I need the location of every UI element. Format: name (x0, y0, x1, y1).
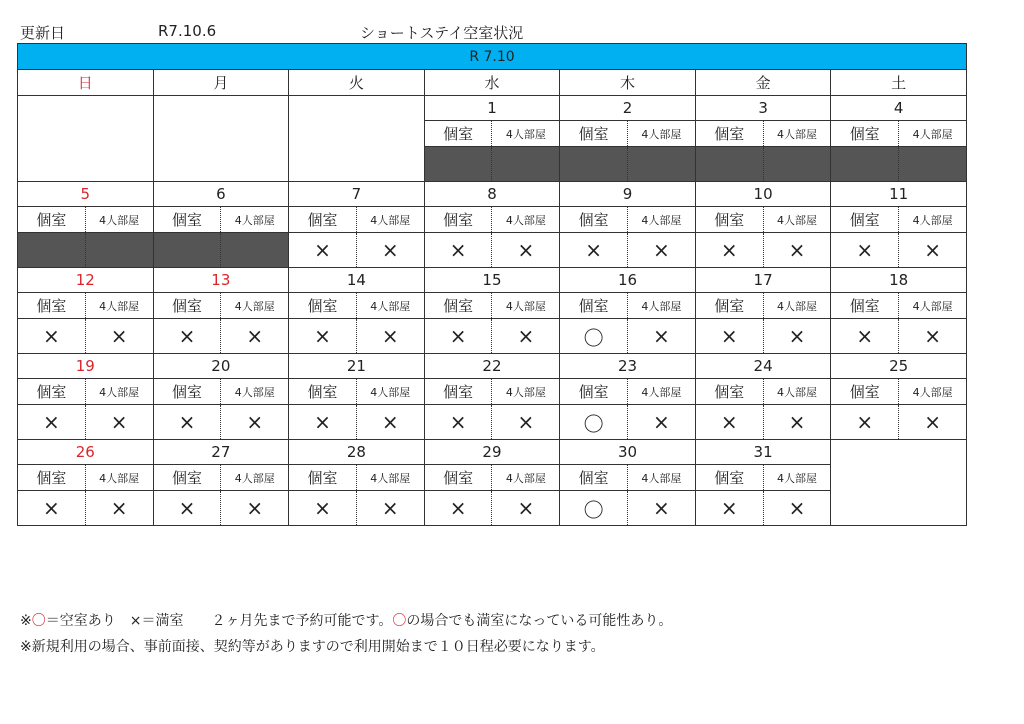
shared-room-status: × (85, 491, 153, 526)
note-line-2: ※新規利用の場合、事前面接、契約等がありますので利用開始まで１０日程必要になります。 (20, 639, 605, 655)
shared-room-label: 4人部屋 (85, 465, 153, 491)
private-room-label: 個室 (695, 465, 763, 491)
shared-room-label: 4人部屋 (628, 121, 696, 147)
shared-room-status: × (763, 491, 831, 526)
day-number: 15 (424, 268, 560, 293)
private-room-label: 個室 (153, 379, 221, 405)
private-room-status: × (289, 405, 357, 440)
shared-room-label: 4人部屋 (85, 379, 153, 405)
shared-room-status: × (356, 319, 424, 354)
shared-room-status: × (221, 319, 289, 354)
shared-room-status: × (221, 405, 289, 440)
shared-room-label: 4人部屋 (492, 121, 560, 147)
shared-room-label: 4人部屋 (492, 379, 560, 405)
day-number: 20 (153, 354, 289, 379)
shared-room-status: × (356, 405, 424, 440)
shared-room-label: 4人部屋 (85, 207, 153, 233)
week-date-row (18, 182, 967, 207)
week-status-row (18, 233, 967, 268)
private-room-status: × (289, 491, 357, 526)
week-status-row (18, 319, 967, 354)
day-number: 14 (289, 268, 425, 293)
private-room-status (424, 147, 492, 182)
day-number: 11 (831, 182, 967, 207)
shared-room-status (628, 147, 696, 182)
day-number: 29 (424, 440, 560, 465)
shared-room-label: 4人部屋 (492, 293, 560, 319)
shared-room-status: × (221, 491, 289, 526)
weekday-header: 金 (695, 70, 831, 96)
empty-day-cell (289, 96, 425, 182)
empty-day-cell (18, 96, 154, 182)
shared-room-label: 4人部屋 (628, 465, 696, 491)
private-room-status: × (18, 491, 86, 526)
private-room-status: × (153, 405, 221, 440)
shared-room-label: 4人部屋 (763, 293, 831, 319)
shared-room-label: 4人部屋 (492, 207, 560, 233)
shared-room-status: × (492, 319, 560, 354)
week-date-row (18, 268, 967, 293)
private-room-label: 個室 (831, 379, 899, 405)
private-room-label: 個室 (153, 465, 221, 491)
week-label-row (18, 465, 967, 491)
weekday-header: 木 (560, 70, 696, 96)
shared-room-label: 4人部屋 (899, 121, 967, 147)
day-number: 13 (153, 268, 289, 293)
shared-room-label: 4人部屋 (356, 207, 424, 233)
shared-room-status: × (899, 319, 967, 354)
private-room-label: 個室 (831, 121, 899, 147)
day-number: 30 (560, 440, 696, 465)
private-room-status (18, 233, 86, 268)
day-number: 23 (560, 354, 696, 379)
private-room-status: × (695, 405, 763, 440)
private-room-label: 個室 (424, 121, 492, 147)
day-number: 12 (18, 268, 154, 293)
week-label-row (18, 293, 967, 319)
shared-room-label: 4人部屋 (221, 207, 289, 233)
shared-room-label: 4人部屋 (356, 465, 424, 491)
private-room-status: × (18, 319, 86, 354)
shared-room-status: × (492, 233, 560, 268)
weekday-header: 土 (831, 70, 967, 96)
note-caution: の場合でも満室になっている可能性あり。 (406, 613, 673, 629)
shared-room-status (899, 147, 967, 182)
private-room-status: × (424, 405, 492, 440)
shared-room-label: 4人部屋 (85, 293, 153, 319)
shared-room-status (492, 147, 560, 182)
shared-room-label: 4人部屋 (356, 293, 424, 319)
shared-room-status: × (628, 491, 696, 526)
day-number: 2 (560, 96, 696, 121)
day-number: 5 (18, 182, 154, 207)
shared-room-status (85, 233, 153, 268)
day-number: 6 (153, 182, 289, 207)
day-number: 31 (695, 440, 831, 465)
private-room-label: 個室 (289, 293, 357, 319)
weekday-header: 水 (424, 70, 560, 96)
day-number: 19 (18, 354, 154, 379)
week-date-row (18, 96, 967, 121)
shared-room-status (763, 147, 831, 182)
shared-room-label: 4人部屋 (628, 379, 696, 405)
private-room-status: × (831, 319, 899, 354)
private-room-label: 個室 (424, 379, 492, 405)
private-room-label: 個室 (289, 465, 357, 491)
shared-room-label: 4人部屋 (899, 293, 967, 319)
day-number: 25 (831, 354, 967, 379)
shared-room-status: × (899, 233, 967, 268)
private-room-status (560, 147, 628, 182)
private-room-status: × (560, 233, 628, 268)
day-number: 7 (289, 182, 425, 207)
day-number: 10 (695, 182, 831, 207)
private-room-label: 個室 (695, 121, 763, 147)
note-legend: ＝空室あり ×＝満室 ２ヶ月先まで予約可能です。 (45, 613, 393, 629)
shared-room-status: × (763, 233, 831, 268)
private-room-label: 個室 (18, 293, 86, 319)
shared-room-status: × (628, 405, 696, 440)
day-number: 24 (695, 354, 831, 379)
week-label-row (18, 207, 967, 233)
shared-room-status: × (492, 405, 560, 440)
updated-label: 更新日 (20, 24, 66, 42)
week-status-row (18, 491, 967, 526)
day-number: 4 (831, 96, 967, 121)
shared-room-status: × (85, 405, 153, 440)
shared-room-status: × (628, 233, 696, 268)
empty-day-cell (153, 96, 289, 182)
page-title: ショートステイ空室状況 (360, 24, 524, 42)
day-number: 27 (153, 440, 289, 465)
shared-room-label: 4人部屋 (221, 465, 289, 491)
day-number: 18 (831, 268, 967, 293)
private-room-label: 個室 (289, 379, 357, 405)
private-room-label: 個室 (424, 293, 492, 319)
private-room-status: 〇 (560, 319, 628, 354)
private-room-status: × (424, 319, 492, 354)
private-room-status: × (831, 233, 899, 268)
shared-room-label: 4人部屋 (628, 293, 696, 319)
private-room-label: 個室 (153, 207, 221, 233)
updated-date: R7.10.6 (158, 22, 217, 40)
shared-room-status: × (628, 319, 696, 354)
private-room-status (695, 147, 763, 182)
availability-calendar (17, 43, 967, 526)
private-room-status: × (831, 405, 899, 440)
private-room-status: 〇 (560, 491, 628, 526)
private-room-label: 個室 (289, 207, 357, 233)
shared-room-status: × (492, 491, 560, 526)
empty-day-cell (831, 440, 967, 526)
private-room-label: 個室 (560, 465, 628, 491)
week-status-row (18, 405, 967, 440)
private-room-status: × (424, 491, 492, 526)
private-room-label: 個室 (831, 207, 899, 233)
day-number: 28 (289, 440, 425, 465)
note-prefix: ※ (20, 613, 32, 629)
private-room-label: 個室 (18, 465, 86, 491)
day-number: 8 (424, 182, 560, 207)
shared-room-label: 4人部屋 (221, 379, 289, 405)
vacant-symbol-2: 〇 (392, 613, 407, 629)
day-number: 1 (424, 96, 560, 121)
private-room-status: × (695, 319, 763, 354)
vacant-symbol: 〇 (31, 613, 46, 629)
shared-room-label: 4人部屋 (628, 207, 696, 233)
day-number: 9 (560, 182, 696, 207)
shared-room-status (221, 233, 289, 268)
private-room-status: × (424, 233, 492, 268)
week-label-row (18, 379, 967, 405)
private-room-label: 個室 (18, 379, 86, 405)
shared-room-status: × (763, 405, 831, 440)
week-date-row (18, 354, 967, 379)
weekday-header: 月 (153, 70, 289, 96)
private-room-status (153, 233, 221, 268)
shared-room-status: × (356, 491, 424, 526)
day-number: 26 (18, 440, 154, 465)
private-room-status: × (153, 319, 221, 354)
weekday-header: 火 (289, 70, 425, 96)
shared-room-status: × (356, 233, 424, 268)
weekday-header: 日 (18, 70, 154, 96)
note-line-1 (20, 610, 672, 630)
shared-room-label: 4人部屋 (763, 207, 831, 233)
shared-room-status: × (763, 319, 831, 354)
private-room-label: 個室 (695, 379, 763, 405)
shared-room-label: 4人部屋 (763, 465, 831, 491)
private-room-label: 個室 (560, 293, 628, 319)
private-room-status: × (153, 491, 221, 526)
day-number: 22 (424, 354, 560, 379)
private-room-label: 個室 (18, 207, 86, 233)
private-room-status: × (289, 233, 357, 268)
private-room-status (831, 147, 899, 182)
private-room-status: × (695, 233, 763, 268)
shared-room-label: 4人部屋 (492, 465, 560, 491)
private-room-label: 個室 (560, 207, 628, 233)
shared-room-label: 4人部屋 (763, 121, 831, 147)
private-room-label: 個室 (695, 207, 763, 233)
private-room-label: 個室 (695, 293, 763, 319)
day-number: 17 (695, 268, 831, 293)
shared-room-label: 4人部屋 (221, 293, 289, 319)
shared-room-label: 4人部屋 (899, 379, 967, 405)
shared-room-label: 4人部屋 (356, 379, 424, 405)
day-number: 16 (560, 268, 696, 293)
private-room-status: × (695, 491, 763, 526)
shared-room-label: 4人部屋 (763, 379, 831, 405)
month-header: R 7.10 (18, 44, 967, 70)
day-number: 21 (289, 354, 425, 379)
private-room-status: × (18, 405, 86, 440)
private-room-label: 個室 (831, 293, 899, 319)
day-number: 3 (695, 96, 831, 121)
private-room-status: 〇 (560, 405, 628, 440)
week-date-row (18, 440, 967, 465)
shared-room-status: × (85, 319, 153, 354)
shared-room-label: 4人部屋 (899, 207, 967, 233)
private-room-label: 個室 (424, 465, 492, 491)
shared-room-status: × (899, 405, 967, 440)
private-room-status: × (289, 319, 357, 354)
private-room-label: 個室 (424, 207, 492, 233)
private-room-label: 個室 (560, 379, 628, 405)
private-room-label: 個室 (153, 293, 221, 319)
private-room-label: 個室 (560, 121, 628, 147)
